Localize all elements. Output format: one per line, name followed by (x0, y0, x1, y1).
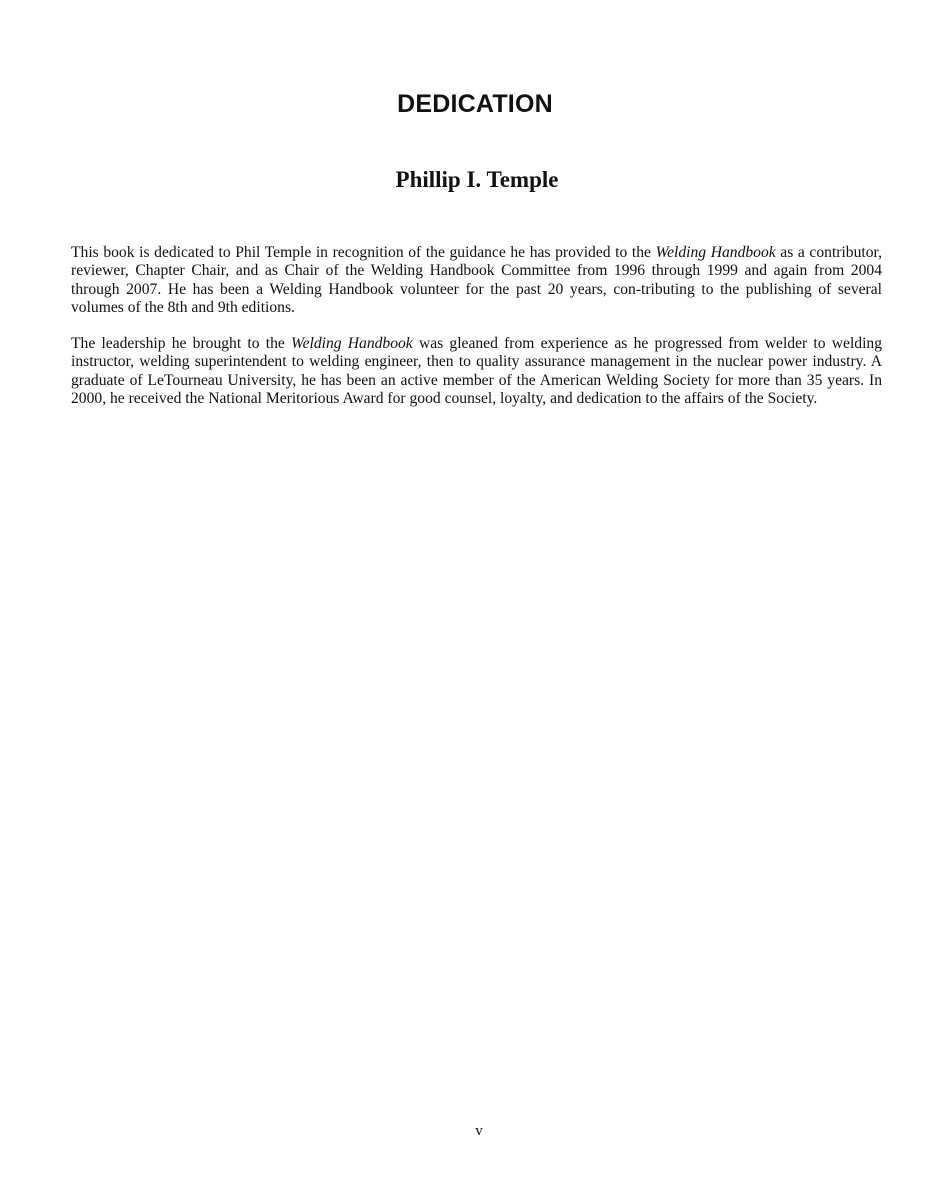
paragraph-2-text-start: The leadership he brought to the (71, 335, 292, 352)
paragraph-1-text-start: This book is dedicated to Phil Temple in recognition of the guidance he has provided to the (71, 244, 656, 261)
dedication-paragraph-2 (71, 335, 882, 408)
paragraph-2-text-end: was gleaned from experience as he progressed from welder to welding instructor, welding superintendent to welding engineer, then to quality assurance management in the nuclear power industry. A graduate of LeTourneau University, he has been an active member of the American Welding Society for more than 35 years. In 2000, he received the National Meritorious Award for good counsel, loyalty, and dedication to the affairs of the Society. (71, 335, 883, 407)
dedication-paragraph-1 (71, 244, 882, 317)
book-title-italic: Welding Handbook (655, 244, 776, 261)
dedicatee-name: Phillip I. Temple (395, 167, 559, 192)
paragraph-1-text-end: as a contributor, reviewer, Chapter Chair, and as Chair of the Welding Handbook Committee from 1996 through 1999 and again from 2004 through 2007. He has been a Welding Handbook volunteer for the past 20 years, con-tributing to the publishing of several volumes of the 8th and 9th editions. (71, 244, 882, 316)
paragraph-text (71, 244, 882, 317)
paragraph-text (71, 335, 882, 408)
page-title: DEDICATION (397, 90, 553, 118)
book-title-italic: Welding Handbook (291, 335, 413, 352)
page-number: v (475, 1123, 483, 1139)
